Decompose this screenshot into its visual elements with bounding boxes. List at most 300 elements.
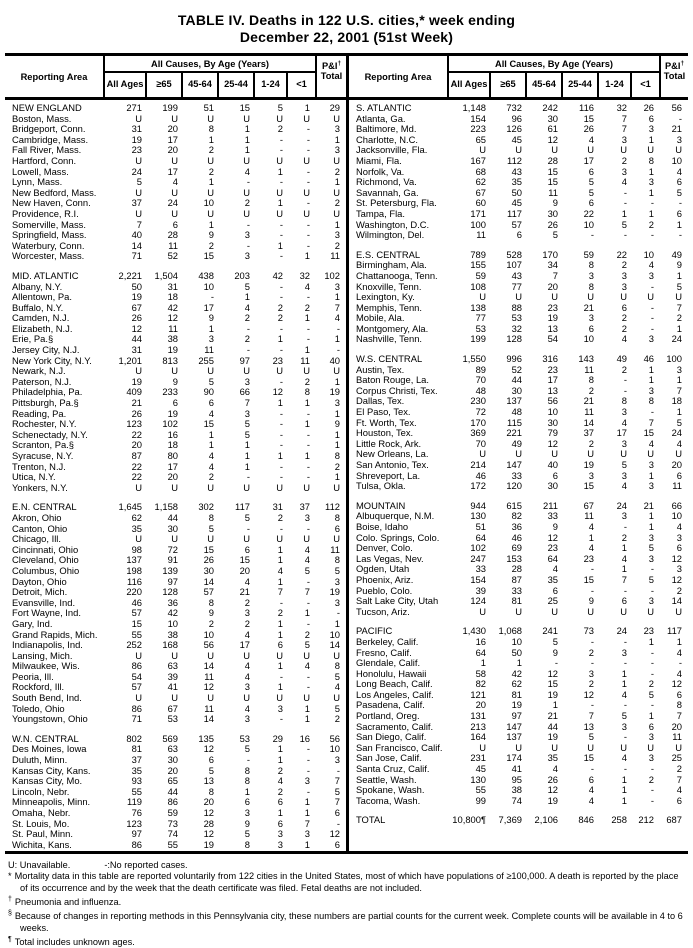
region-total-row	[5, 103, 346, 114]
value-cell: 15	[643, 427, 654, 439]
value-cell: 86	[131, 702, 142, 714]
value-cell: 35	[131, 522, 142, 534]
city-row	[349, 481, 688, 492]
city-row	[5, 156, 346, 167]
value-cell: 14	[131, 239, 142, 251]
value-cell: -	[246, 239, 250, 251]
region-total-row	[5, 271, 346, 282]
value-cell: U	[276, 649, 283, 661]
value-cell: 39	[475, 584, 486, 596]
value-cell: 16	[475, 635, 486, 647]
reporting-area-cell: Peoria, Ill.	[12, 670, 54, 682]
value-cell: 11	[168, 322, 178, 334]
value-cell: 8	[588, 259, 594, 271]
value-cell: 615	[506, 499, 522, 511]
value-cell: -	[590, 635, 594, 647]
value-cell: U	[207, 207, 214, 219]
value-cell: 4	[244, 660, 250, 672]
value-cell: 3	[334, 144, 340, 156]
city-row	[5, 513, 346, 524]
value-cell: -	[279, 144, 283, 156]
value-cell: 8	[244, 838, 250, 850]
value-cell: 4	[588, 133, 594, 145]
city-row	[5, 209, 346, 220]
value-cell: 255	[198, 354, 214, 366]
value-cell: 5	[334, 702, 340, 714]
reporting-area-cell: Providence, R.I.	[12, 207, 79, 219]
value-cell: -	[306, 176, 310, 188]
value-cell: 86	[131, 660, 142, 672]
value-cell: 9	[588, 595, 594, 607]
reporting-area-cell: Savannah, Ga.	[356, 186, 419, 198]
reporting-area-cell: South Bend, Ind.	[12, 692, 82, 704]
value-cell: 22	[131, 460, 142, 472]
pi-total-label: Total	[663, 71, 686, 82]
value-cell: 4	[621, 416, 627, 428]
city-row	[349, 575, 688, 586]
footnote-text: Total includes unknown ages.	[14, 936, 135, 947]
value-cell: 4	[304, 280, 310, 292]
value-cell: 9	[552, 646, 558, 658]
footnote	[8, 934, 685, 948]
value-cell: 6	[334, 838, 340, 850]
value-cell: 24	[616, 625, 627, 637]
value-cell: 1	[552, 699, 558, 711]
value-cell: 24	[671, 333, 682, 345]
value-cell: 3	[277, 828, 283, 840]
reporting-area-cell: El Paso, Tex.	[356, 406, 411, 418]
reporting-area-cell: Washington, D.C.	[356, 218, 430, 230]
value-cell: U	[647, 448, 654, 460]
value-cell: 97	[239, 354, 250, 366]
value-cell: 5	[676, 416, 682, 428]
value-cell: 2	[244, 312, 250, 324]
value-cell: 6	[277, 796, 283, 808]
value-cell: 10	[167, 617, 178, 629]
value-cell: -	[650, 322, 654, 334]
reporting-area-cell: Albuquerque, N.M.	[356, 510, 435, 522]
value-cell: -	[590, 563, 594, 575]
value-cell: 3	[244, 250, 250, 262]
value-cell: -	[623, 635, 627, 647]
value-cell: U	[303, 692, 310, 704]
value-cell: 12	[547, 437, 558, 449]
value-cell: U	[333, 207, 340, 219]
value-cell: 1	[244, 450, 250, 461]
value-cell: 3	[244, 407, 250, 419]
value-cell: U	[647, 291, 654, 303]
value-cell: 102	[470, 542, 486, 554]
value-cell: 48	[511, 406, 522, 418]
value-cell: 52	[511, 363, 522, 375]
value-cell: U	[333, 186, 340, 198]
value-cell: 155	[470, 259, 486, 271]
value-cell: 30	[547, 416, 558, 428]
value-cell: 4	[621, 752, 627, 764]
value-cell: 2	[277, 764, 283, 776]
value-cell: 3	[304, 775, 310, 787]
reporting-area-cell: W.S. CENTRAL	[356, 353, 423, 365]
reporting-area-cell: Reading, Pa.	[12, 407, 67, 419]
value-cell: 5	[588, 731, 594, 743]
value-cell: 802	[126, 732, 142, 744]
value-cell: 1	[304, 418, 310, 430]
value-cell: 2	[334, 165, 340, 177]
value-cell: -	[650, 301, 654, 313]
value-cell: 1	[208, 322, 214, 334]
value-cell: -	[623, 374, 627, 386]
value-cell: 8	[334, 450, 340, 461]
value-cell: -	[279, 428, 283, 440]
value-cell: -	[279, 133, 283, 145]
reporting-area-header: Reporting Area	[349, 56, 449, 97]
value-cell: 137	[506, 731, 522, 743]
value-cell: 11	[204, 702, 214, 714]
value-cell: -	[590, 763, 594, 775]
value-cell: 4	[621, 176, 627, 188]
table-body-left-panel	[5, 100, 346, 851]
value-cell: 112	[325, 501, 340, 513]
value-cell: 2	[621, 531, 627, 543]
value-cell: 8	[208, 785, 214, 797]
value-cell: U	[333, 112, 340, 124]
value-cell: 4	[621, 333, 627, 345]
value-cell: 2	[648, 773, 654, 785]
value-cell: 2	[277, 785, 283, 797]
value-cell: 6	[588, 773, 594, 785]
footnote-text: Mortality data in this table are reported voluntarily from 122 cities in the United States, most of which have populations of ≥100,000. A death is reported by the place of its occurrence and by the week that the death certificate was filed. Fetal deaths are not included.	[14, 871, 679, 893]
value-cell: -	[623, 657, 627, 669]
value-cell: 2	[676, 584, 682, 596]
value-cell: U	[303, 207, 310, 219]
value-cell: 7	[136, 218, 142, 230]
value-cell: U	[135, 481, 142, 493]
value-cell: 4	[244, 165, 250, 177]
value-cell: 38	[167, 333, 178, 345]
dagger-symbol: †	[337, 60, 342, 67]
value-cell: -	[590, 229, 594, 241]
reporting-area-cell: Shreveport, La.	[356, 469, 421, 481]
value-cell: 65	[475, 133, 486, 145]
value-cell: 14	[203, 713, 214, 725]
value-cell: 12	[203, 807, 214, 818]
value-cell: 63	[167, 660, 178, 672]
value-cell: 2	[277, 123, 283, 135]
value-cell: U	[207, 365, 214, 377]
value-cell: 11	[672, 480, 682, 492]
value-cell: 77	[475, 312, 486, 324]
reporting-area-cell: Chattanooga, Tenn.	[356, 269, 438, 281]
value-cell: U	[276, 186, 283, 198]
value-cell: 53	[511, 312, 522, 324]
value-cell: 5	[244, 428, 250, 440]
value-cell: U	[620, 291, 627, 303]
value-cell: 20	[167, 144, 178, 156]
value-cell: 138	[470, 301, 486, 313]
value-cell: 19	[131, 291, 142, 303]
value-cell: 95	[511, 773, 522, 785]
value-cell: 1	[334, 176, 340, 188]
value-cell: U	[551, 291, 558, 303]
value-cell: 49	[511, 437, 522, 449]
value-cell: -	[678, 229, 682, 241]
reporting-area-cell: Hartford, Conn.	[12, 154, 77, 166]
value-cell: 6	[552, 469, 558, 481]
value-cell: 1	[648, 510, 654, 522]
value-cell: 46	[131, 596, 142, 608]
value-cell: 3	[334, 754, 340, 766]
table-title-line-1: TABLE IV. Deaths in 122 U.S. cities,* week ending	[177, 12, 516, 28]
value-cell: 6	[244, 543, 250, 555]
value-cell: 102	[324, 269, 340, 281]
value-cell: -	[279, 280, 283, 292]
value-cell: 3	[648, 595, 654, 607]
value-cell: 8	[648, 395, 654, 407]
value-cell: -	[246, 322, 250, 334]
table-section	[5, 271, 346, 493]
value-cell: 89	[475, 363, 486, 375]
value-cell: 223	[470, 123, 486, 135]
value-cell: 23	[643, 625, 654, 637]
value-cell: 5	[621, 218, 627, 230]
value-cell: 9	[208, 312, 214, 324]
value-cell: 51	[203, 102, 214, 113]
value-cell: U	[276, 533, 283, 545]
value-cell: 1	[334, 218, 340, 230]
value-cell: 12	[671, 573, 682, 585]
value-cell: 2	[208, 239, 214, 251]
value-cell: 9	[552, 520, 558, 532]
value-cell: U	[675, 605, 682, 617]
value-cell: 57	[203, 586, 214, 598]
value-cell: 12	[547, 667, 558, 679]
city-row	[349, 607, 688, 618]
value-cell: 20	[475, 699, 486, 711]
value-cell: 3	[621, 406, 627, 418]
value-cell: 130	[470, 773, 486, 785]
value-cell: -	[306, 522, 310, 534]
table-body	[5, 100, 688, 851]
value-cell: -	[279, 460, 283, 472]
value-cell: 96	[511, 112, 522, 124]
value-cell: -	[306, 670, 310, 682]
value-cell: 1	[516, 657, 522, 669]
value-cell: 1	[277, 397, 283, 409]
reporting-area-cell: Long Beach, Calif.	[356, 678, 433, 690]
table-section	[349, 626, 688, 806]
value-cell: 2	[676, 312, 682, 324]
value-cell: 19	[329, 386, 340, 398]
reporting-area-cell: Corpus Christi, Tex.	[356, 384, 438, 396]
value-cell: 1	[244, 123, 250, 135]
value-cell: 11	[330, 250, 340, 262]
value-cell: U	[171, 481, 178, 493]
value-cell: 25	[671, 752, 682, 764]
value-cell: 4	[621, 480, 627, 492]
value-cell: 123	[126, 817, 142, 829]
value-cell: 1	[676, 374, 682, 386]
value-cell: 5	[676, 186, 682, 198]
value-cell: 1	[208, 218, 214, 230]
value-cell: 4	[277, 564, 283, 576]
reporting-area-cell: Fort Wayne, Ind.	[12, 607, 81, 619]
value-cell: 67	[167, 702, 178, 714]
reporting-area-cell: Charlotte, N.C.	[356, 133, 418, 145]
value-cell: -	[246, 176, 250, 188]
value-cell: 409	[126, 386, 142, 398]
reporting-area-cell: NEW ENGLAND	[12, 102, 82, 113]
value-cell: 8	[334, 511, 340, 523]
value-cell: 2	[244, 197, 250, 209]
value-cell: -	[306, 617, 310, 629]
value-cell: U	[587, 741, 594, 753]
value-cell: 4	[208, 450, 214, 461]
value-cell: 26	[547, 773, 558, 785]
value-cell: 154	[470, 573, 486, 585]
value-cell: 12	[671, 552, 682, 564]
value-cell: 6	[172, 218, 178, 230]
value-cell: 2,221	[118, 269, 142, 281]
value-cell: 42	[167, 607, 178, 619]
reporting-area-cell: Portland, Oreg.	[356, 710, 420, 722]
value-cell: 18	[167, 291, 178, 303]
value-cell: 4	[552, 763, 558, 775]
value-cell: 22	[131, 471, 142, 483]
value-cell: 3	[648, 531, 654, 543]
value-cell: 6	[334, 807, 340, 818]
value-cell: 4	[552, 563, 558, 575]
value-cell: U	[675, 741, 682, 753]
value-cell: 1	[304, 397, 310, 409]
value-cell: 117	[507, 207, 522, 219]
value-cell: 10	[511, 635, 522, 647]
value-cell: 12	[272, 386, 283, 398]
value-cell: 5	[208, 764, 214, 776]
value-cell: 1	[648, 165, 654, 177]
city-row	[349, 796, 688, 807]
value-cell: U	[303, 112, 310, 124]
value-cell: -	[306, 439, 310, 451]
value-cell: 6	[676, 207, 682, 219]
value-cell: 5	[244, 418, 250, 430]
reporting-area-cell: Springfield, Mass.	[12, 229, 87, 241]
reporting-area-cell: Erie, Pa.§	[12, 333, 54, 345]
value-cell: U	[479, 291, 486, 303]
value-cell: 6	[648, 720, 654, 732]
value-cell: 2	[621, 259, 627, 271]
value-cell: 4	[304, 554, 310, 566]
value-cell: 10	[671, 154, 682, 166]
value-cell: U	[515, 605, 522, 617]
value-cell: 6	[334, 522, 340, 534]
value-cell: 143	[578, 353, 594, 365]
value-cell: 10	[583, 218, 594, 230]
reporting-area-cell: Evansville, Ind.	[12, 596, 76, 608]
value-cell: 46	[475, 469, 486, 481]
value-cell: 1	[277, 660, 283, 672]
value-cell: -	[650, 312, 654, 324]
value-cell: 74	[167, 828, 178, 840]
value-cell: 9	[334, 418, 340, 430]
value-cell: 44	[167, 785, 178, 797]
value-cell: 50	[131, 280, 142, 292]
value-cell: 73	[583, 625, 594, 637]
value-cell: 1	[277, 165, 283, 177]
value-cell: 174	[506, 752, 522, 764]
value-cell: -	[279, 322, 283, 334]
value-cell: 3	[648, 731, 654, 743]
value-cell: 3	[648, 333, 654, 345]
value-cell: 56	[671, 102, 682, 113]
value-cell: 19	[131, 133, 142, 145]
value-cell: -	[306, 764, 310, 776]
value-cell: 252	[126, 639, 142, 651]
value-cell: 61	[547, 123, 558, 135]
value-cell: -	[279, 229, 283, 241]
value-cell: -	[623, 520, 627, 532]
value-cell: 23	[583, 552, 594, 564]
value-cell: 1	[648, 363, 654, 375]
value-cell: 15	[203, 418, 214, 430]
value-cell: -	[623, 186, 627, 198]
value-cell: 23	[272, 354, 283, 366]
reporting-area-cell: Salt Lake City, Utah	[356, 595, 439, 607]
value-cell: 4	[588, 794, 594, 806]
value-cell: 39	[167, 670, 178, 682]
value-cell: 1	[621, 773, 627, 785]
value-cell: 3	[244, 607, 250, 619]
value-cell: U	[135, 365, 142, 377]
value-cell: U	[171, 112, 178, 124]
value-cell: 1	[648, 207, 654, 219]
value-cell: 12	[131, 322, 142, 334]
value-cell: 4	[304, 660, 310, 672]
value-cell: -	[306, 133, 310, 145]
value-cell: U	[207, 186, 214, 198]
value-cell: 1	[334, 291, 340, 303]
value-cell: -	[306, 165, 310, 177]
value-cell: U	[135, 533, 142, 545]
value-cell: 6	[277, 817, 283, 829]
value-cell: U	[243, 649, 250, 661]
value-cell: 35	[511, 176, 522, 188]
value-cell: 45	[511, 133, 522, 145]
value-cell: 3	[621, 280, 627, 292]
value-cell: 30	[203, 564, 214, 576]
value-cell: 1	[277, 681, 283, 693]
value-cell: 62	[475, 176, 486, 188]
value-cell: U	[276, 365, 283, 377]
value-cell: U	[551, 448, 558, 460]
value-cell: 1	[334, 439, 340, 451]
value-cell: 170	[542, 248, 558, 260]
value-cell: 3	[648, 176, 654, 188]
city-row	[349, 460, 688, 471]
value-cell: -	[336, 817, 340, 829]
value-cell: 10	[203, 628, 214, 640]
value-cell: 35	[131, 764, 142, 776]
value-cell: 24	[167, 197, 178, 209]
value-cell: -	[279, 291, 283, 303]
value-cell: 21	[671, 123, 682, 135]
value-cell: 1	[648, 520, 654, 532]
value-cell: 33	[511, 584, 522, 596]
value-cell: 154	[470, 112, 486, 124]
value-cell: -	[279, 218, 283, 230]
reporting-area-cell: Lexington, Ky.	[356, 291, 415, 303]
age-col-header-all-ages: All Ages	[449, 73, 491, 97]
value-cell: U	[333, 154, 340, 166]
